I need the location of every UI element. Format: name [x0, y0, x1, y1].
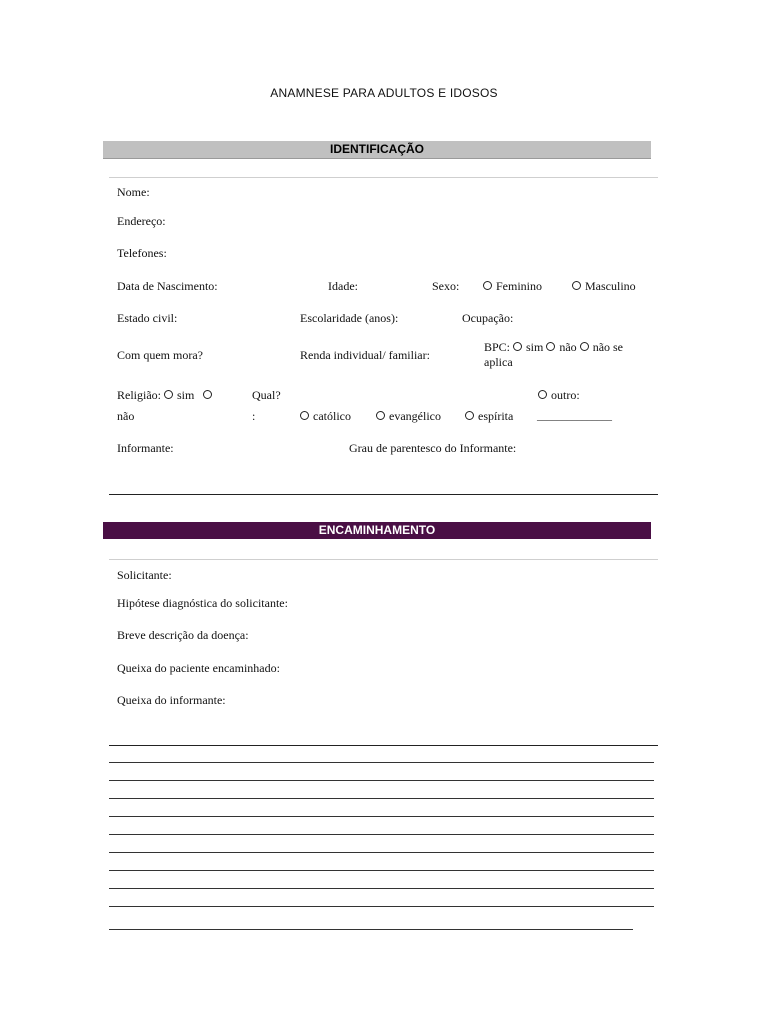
writing-line[interactable]	[109, 929, 633, 930]
radio-icon[interactable]	[164, 390, 173, 399]
radio-icon[interactable]	[546, 342, 555, 351]
bpc-option-nao[interactable]: não	[546, 340, 576, 354]
page-title: ANAMNESE PARA ADULTOS E IDOSOS	[270, 86, 498, 100]
qual-label: Qual?	[252, 388, 281, 402]
bpc-option-sim[interactable]: sim	[513, 340, 543, 354]
writing-line[interactable]	[109, 870, 654, 871]
escolaridade-label: Escolaridade (anos):	[300, 311, 399, 325]
section-bottom-rule	[109, 494, 658, 495]
religiao-option-outro[interactable]: outro:	[538, 388, 580, 403]
radio-icon[interactable]	[580, 342, 589, 351]
bpc-label: BPC:	[484, 340, 511, 354]
writing-line[interactable]	[109, 762, 654, 763]
radio-icon[interactable]	[513, 342, 522, 351]
section-divider	[109, 177, 658, 178]
sexo-option-masculino[interactable]: Masculino	[572, 279, 636, 294]
idade-label: Idade:	[328, 279, 358, 293]
qual-colon: :	[252, 409, 256, 423]
queixa-informante-label: Queixa do informante:	[117, 693, 226, 707]
ocupacao-label: Ocupação:	[462, 311, 514, 325]
queixa-paciente-label: Queixa do paciente encaminhado:	[117, 661, 280, 675]
section-bottom-rule	[109, 745, 658, 746]
writing-line[interactable]	[109, 834, 654, 835]
bpc-option-nao-se-aplica[interactable]: não se	[580, 340, 623, 354]
radio-icon[interactable]	[300, 411, 309, 420]
radio-icon[interactable]	[483, 281, 492, 290]
writing-line[interactable]	[109, 906, 654, 907]
telefones-label: Telefones:	[117, 246, 167, 260]
grau-parentesco-label: Grau de parentesco do Informante:	[349, 441, 517, 455]
religiao-nao-text: não	[117, 409, 135, 423]
writing-line[interactable]	[109, 798, 654, 799]
section-header-encaminhamento: ENCAMINHAMENTO	[103, 522, 651, 539]
radio-icon[interactable]	[538, 390, 547, 399]
bpc-aplica-text: aplica	[484, 355, 513, 369]
writing-line[interactable]	[109, 780, 654, 781]
bpc-group	[484, 340, 623, 355]
endereco-label: Endereço:	[117, 214, 166, 228]
estado-civil-label: Estado civil:	[117, 311, 178, 325]
section-divider	[109, 559, 658, 560]
religiao-label: Religião:	[117, 388, 161, 402]
nome-label: Nome:	[117, 185, 150, 199]
solicitante-label: Solicitante:	[117, 568, 172, 582]
writing-line[interactable]	[109, 816, 654, 817]
com-quem-mora-label: Com quem mora?	[117, 348, 203, 362]
radio-icon[interactable]	[376, 411, 385, 420]
breve-descricao-label: Breve descrição da doença:	[117, 628, 249, 642]
religiao-group	[117, 388, 216, 403]
religiao-option-sim[interactable]: sim	[164, 388, 194, 402]
sexo-option-feminino[interactable]: Feminino	[483, 279, 542, 294]
sexo-label: Sexo:	[432, 279, 460, 293]
data-nascimento-label: Data de Nascimento:	[117, 279, 218, 293]
radio-icon[interactable]	[572, 281, 581, 290]
radio-icon[interactable]	[465, 411, 474, 420]
section-header-identificacao: IDENTIFICAÇÃO	[103, 141, 651, 159]
informante-label: Informante:	[117, 441, 174, 455]
religiao-option-catolico[interactable]: católico	[300, 409, 351, 424]
religiao-option-nao-radio[interactable]	[203, 390, 212, 399]
writing-line[interactable]	[109, 852, 654, 853]
religiao-option-evangelico[interactable]: evangélico	[376, 409, 441, 424]
writing-line[interactable]	[109, 888, 654, 889]
outro-blank-line[interactable]: _______________	[537, 411, 612, 422]
religiao-option-espirita[interactable]: espírita	[465, 409, 513, 424]
hipotese-label: Hipótese diagnóstica do solicitante:	[117, 596, 288, 610]
renda-label: Renda individual/ familiar:	[300, 348, 430, 362]
